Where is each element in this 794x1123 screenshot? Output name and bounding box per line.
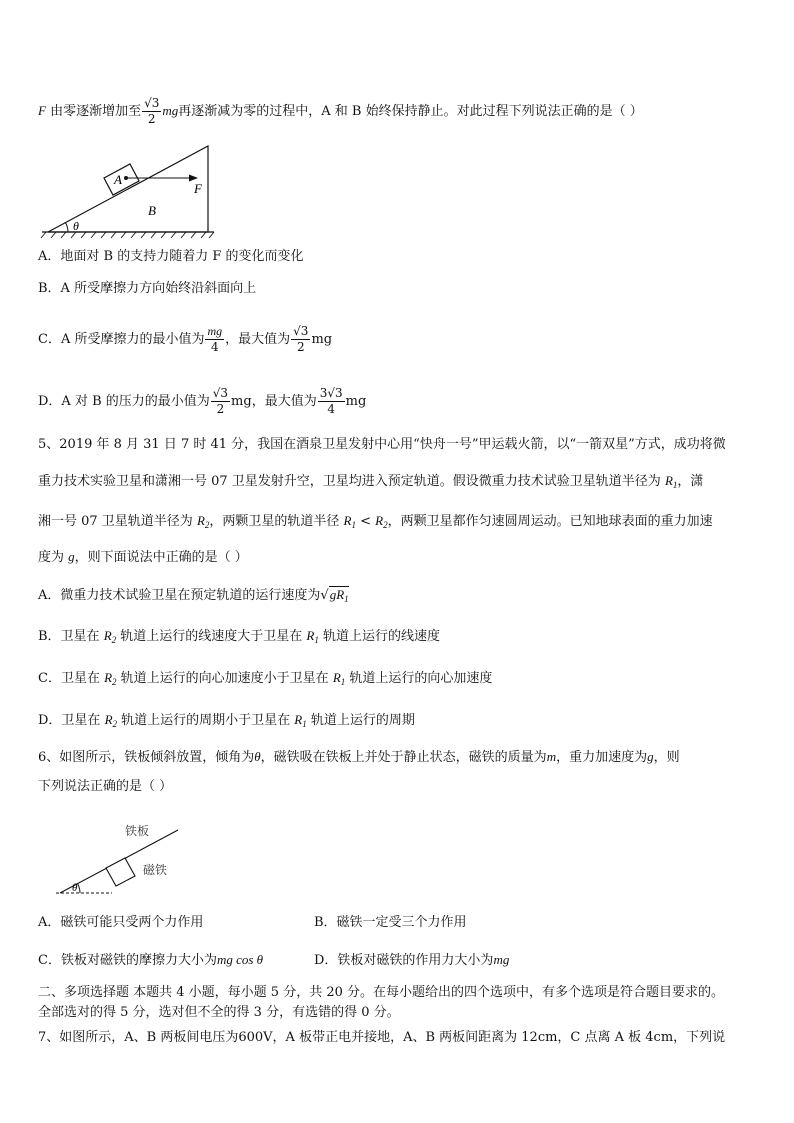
q4-option-b: B．A 所受摩擦力方向始终沿斜面向上 bbox=[38, 281, 257, 296]
q6-figure-plate-label: 铁板 bbox=[125, 824, 150, 838]
q5-option-a-text: A．微重力技术试验卫星在预定轨道的运行速度为 bbox=[38, 588, 321, 603]
q5-stem-line3-text1: 湘一号 07 卫星轨道半径为 bbox=[38, 514, 197, 529]
section2-line1: 二、多项选择题 本题共 4 小题，每小题 5 分，共 20 分。在每小题给出的四个选项中，有多个选项是符合题目要求的。 bbox=[38, 985, 725, 1000]
q4-option-c-fraction2 bbox=[291, 324, 310, 355]
q5-option-d: D．卫星在 $R_2$ 轨道上运行的周期小于卫星在 $R_1$ 轨道上运行的周期 bbox=[38, 712, 415, 729]
q4-option-d-fraction2-num: 3√3 bbox=[319, 386, 343, 400]
q4-option-d-fraction1 bbox=[211, 386, 230, 417]
q4-fraction-num: √3 bbox=[144, 96, 160, 110]
q5-option-c-r2: $R_2$ bbox=[104, 670, 117, 687]
q4-var-f: F bbox=[38, 103, 46, 118]
q5-option-a bbox=[38, 586, 349, 608]
q4-option-c-fraction1 bbox=[205, 324, 224, 355]
q7-stem-line1: 7、如图所示，A、B 两板间电压为600V，A 板带正电并接地，A、B 两板间距离为 12cm，C 点离 A 板 4cm，下列说 bbox=[38, 1030, 726, 1045]
q4-figure-angle: θ bbox=[73, 219, 79, 233]
q5-stem-line3-text2: ，两颗卫星的轨道半径 bbox=[209, 514, 344, 529]
q6-stem-line1: 6、如图所示，铁板倾斜放置，倾角为θ，磁铁吸在铁板上并处于静止状态，磁铁的质量为m，重力加速度为g，则 bbox=[38, 749, 680, 765]
q6-figure-angle: θ bbox=[72, 882, 78, 894]
q5-r1: $R_1$ bbox=[664, 473, 678, 490]
q4-mg: mg bbox=[162, 103, 179, 118]
q5-less-than: < bbox=[356, 514, 376, 529]
q6-figure-magnet-label: 磁铁 bbox=[143, 863, 168, 877]
q5-r2: $R_2$ bbox=[196, 513, 210, 530]
q5-stem-line4-text2: ，则下面说法中正确的是（ ） bbox=[74, 550, 248, 565]
q4-figure-label-f: F bbox=[194, 181, 202, 196]
q4-option-c-fraction2-num: √3 bbox=[293, 324, 309, 338]
q5-option-c-r1: $R_1$ bbox=[332, 670, 346, 687]
q4-figure-wedge bbox=[38, 140, 228, 240]
q5-stem-line3-text3: ，两颗卫星都作匀速圆周运动。已知地球表面的重力加速 bbox=[387, 514, 713, 529]
q6-figure-plate bbox=[50, 820, 200, 900]
q4-fraction-den: 2 bbox=[147, 112, 156, 126]
q6-option-c: C．铁板对磁铁的摩擦力大小为mg cos θ bbox=[38, 952, 264, 968]
q5-option-b-r2: $R_2$ bbox=[103, 628, 117, 645]
q4-option-c-text3: mg bbox=[311, 332, 333, 347]
q5-stem-line4-text1: 度为 bbox=[38, 550, 69, 565]
q4-option-c-fraction1-num: mg bbox=[207, 324, 223, 338]
q5-option-b-r1: $R_1$ bbox=[306, 628, 319, 645]
q6-option-a: A．磁铁可能只受两个力作用 bbox=[38, 915, 204, 930]
q4-stem-part2: 再逐渐减为零的过程中，A 和 B 始终保持静止。对此过程下列说法正确的是（ ） bbox=[178, 104, 643, 119]
q6-option-b: B．磁铁一定受三个力作用 bbox=[314, 915, 467, 930]
q5-stem-line2-text2: ，潇 bbox=[677, 474, 704, 489]
q5-stem-line2 bbox=[38, 472, 703, 494]
q4-figure-label-b: B bbox=[148, 203, 156, 218]
q5-g: g bbox=[68, 549, 75, 564]
q4-option-d-fraction2-den: 4 bbox=[327, 402, 335, 416]
q4-option-d bbox=[38, 386, 366, 417]
q5-sqrt-symbol: √ bbox=[320, 588, 329, 603]
q6-m: m bbox=[546, 749, 557, 764]
q4-option-d-text3: mg bbox=[345, 394, 367, 409]
q6-option-d-expr: mg bbox=[493, 952, 510, 967]
q5-stem-line3 bbox=[38, 512, 713, 534]
q4-option-d-text2: mg，最大值为 bbox=[231, 394, 317, 409]
q4-option-c-fraction1-den: 4 bbox=[210, 340, 219, 354]
q4-option-d-fraction1-den: 2 bbox=[216, 402, 225, 416]
q5-stem-line4 bbox=[38, 548, 248, 567]
q5-r1-compare: $R_1$ bbox=[343, 513, 356, 530]
q4-option-c-text2: ，最大值为 bbox=[225, 332, 291, 347]
q5-r2-compare: $R_2$ bbox=[375, 513, 388, 530]
q4-stem-part1: 由零逐渐增加至 bbox=[45, 104, 142, 119]
section2-line2: 全部选对的得 5 分，选对但不全的得 3 分，有选错的得 0 分。 bbox=[38, 1005, 400, 1020]
q4-option-c-text1: C．A 所受摩擦力的最小值为 bbox=[38, 332, 205, 347]
q6-option-c-expr: mg cos θ bbox=[216, 952, 264, 967]
q4-option-a: A．地面对 B 的支持力随着力 F 的变化而变化 bbox=[38, 249, 304, 264]
q5-option-d-r2: $R_2$ bbox=[104, 712, 118, 729]
q5-sqrt-radicand: $gR_1$ bbox=[329, 587, 349, 604]
q4-option-c-fraction2-den: 2 bbox=[296, 340, 305, 354]
q4-stem bbox=[38, 96, 643, 127]
q6-g: g bbox=[647, 749, 654, 764]
q6-option-d: D．铁板对磁铁的作用力大小为mg bbox=[314, 952, 510, 968]
q5-option-b: B．卫星在 $R_2$ 轨道上运行的线速度大于卫星在 $R_1$ 轨道上运行的线速度 bbox=[38, 628, 440, 645]
q6-stem-line2: 下列说法正确的是（ ） bbox=[38, 779, 173, 794]
q4-option-d-fraction2 bbox=[318, 386, 345, 417]
q5-option-d-r1: $R_1$ bbox=[294, 712, 307, 729]
q5-option-c: C．卫星在 $R_2$ 轨道上运行的向心加速度小于卫星在 $R_1$ 轨道上运行的向心加速度 bbox=[38, 670, 493, 687]
q5-stem-line2-text1: 重力技术实验卫星和潇湘一号 07 卫星发射升空，卫星均进入预定轨道。假设微重力技术试验卫星轨道半径为 bbox=[38, 474, 665, 489]
q4-figure-label-a: A bbox=[114, 172, 122, 187]
q4-option-d-fraction1-num: √3 bbox=[212, 386, 229, 400]
q4-option-d-text1: D．A 对 B 的压力的最小值为 bbox=[38, 394, 210, 409]
q6-theta: θ bbox=[254, 749, 261, 764]
q5-stem-line1: 5、2019 年 8 月 31 日 7 时 41 分，我国在酒泉卫星发射中心用“快舟一号”甲运载火箭，以“一箭双星”方式，成功将微 bbox=[38, 437, 726, 452]
q4-fraction bbox=[142, 96, 161, 127]
q4-option-c bbox=[38, 324, 332, 355]
